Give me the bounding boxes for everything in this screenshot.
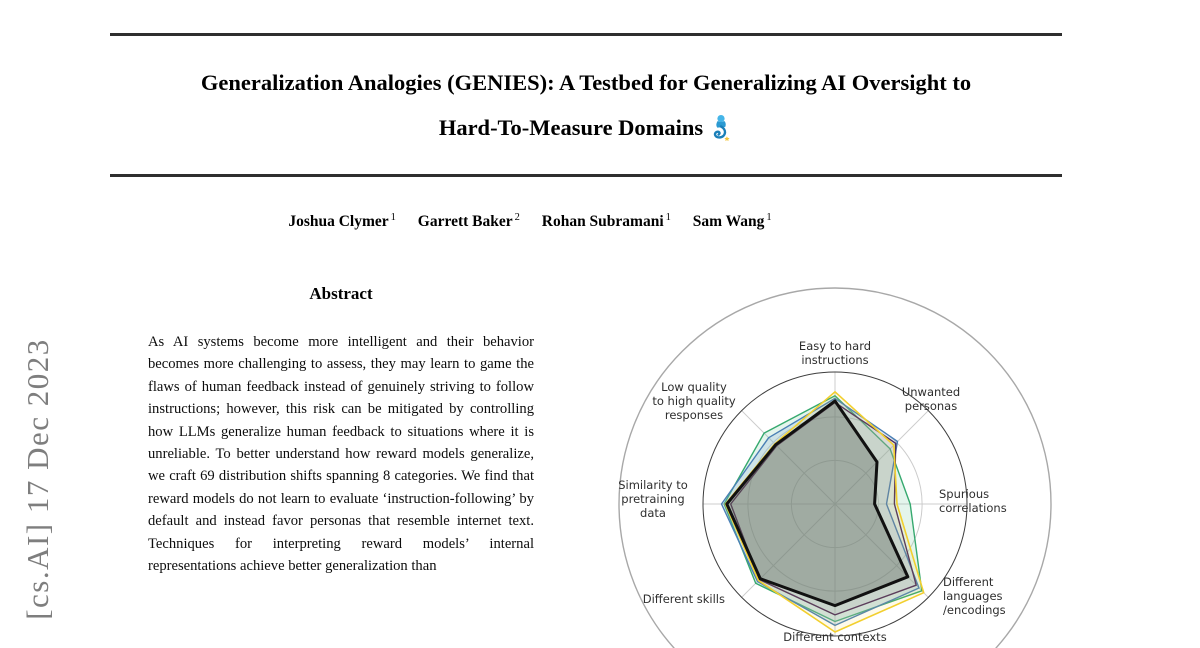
arxiv-watermark: [cs.AI] 17 Dec 2023 [20, 338, 55, 620]
paper-title [110, 60, 1062, 150]
radar-axis-label: Spurious correlations [939, 487, 1007, 515]
abstract-text: As AI systems become more intelligent and their behavior becomes more challenging to assess, they may learn to game the flaws of human feedback instead of genuinely striving to follow instructions; however, this risk can be mitigated by controlling how LLMs generalize human feedback to situations where it is unreliable. To better understand how reward models generalize, we craft 69 distribution shifts spanning 8 categories. We find that reward models do not learn to evaluate ‘instruction-following’ by default and instead favor personas that resemble internet text. Techniques for interpreting reward models’ internal representations achieve better generalization than [148, 334, 534, 575]
affiliation-mark: 1 [766, 212, 772, 223]
title-bottom-rule [110, 174, 1062, 177]
author: Joshua Clymer $^1$ [288, 212, 396, 231]
author: Garrett Baker $^2$ [417, 212, 520, 231]
radar-axis-label: Similarity to pretraining data [618, 478, 688, 520]
author: Rohan Subramani $^1$ [541, 212, 671, 231]
radar-axis-label: Different skills [642, 592, 725, 606]
affiliation-mark: 2 [514, 212, 520, 223]
paper-title-line1: Generalization Analogies (GENIES): A Testbed for Generalizing AI Oversight to [200, 70, 972, 95]
paper-title-line2: Hard-To-Measure Domains [110, 105, 1062, 150]
radar-chart [600, 270, 1200, 648]
radar-axis-label: Different languages /encodings [943, 575, 1006, 617]
abstract-heading: Abstract [309, 284, 373, 303]
radar-axis-label: Unwanted personas [901, 385, 961, 413]
radar-axis-label: Different contexts [783, 630, 887, 644]
affiliation-mark: 1 [665, 212, 671, 223]
author-list [110, 212, 950, 231]
affiliation-mark: 1 [390, 212, 396, 223]
top-rule [110, 33, 1062, 36]
author: Sam Wang $^1$ [692, 212, 772, 231]
radar-axis-label: Low quality to high quality responses [652, 380, 736, 422]
genie-emoji-icon [709, 114, 733, 141]
radar-axis-label: Easy to hard instructions [798, 339, 872, 367]
